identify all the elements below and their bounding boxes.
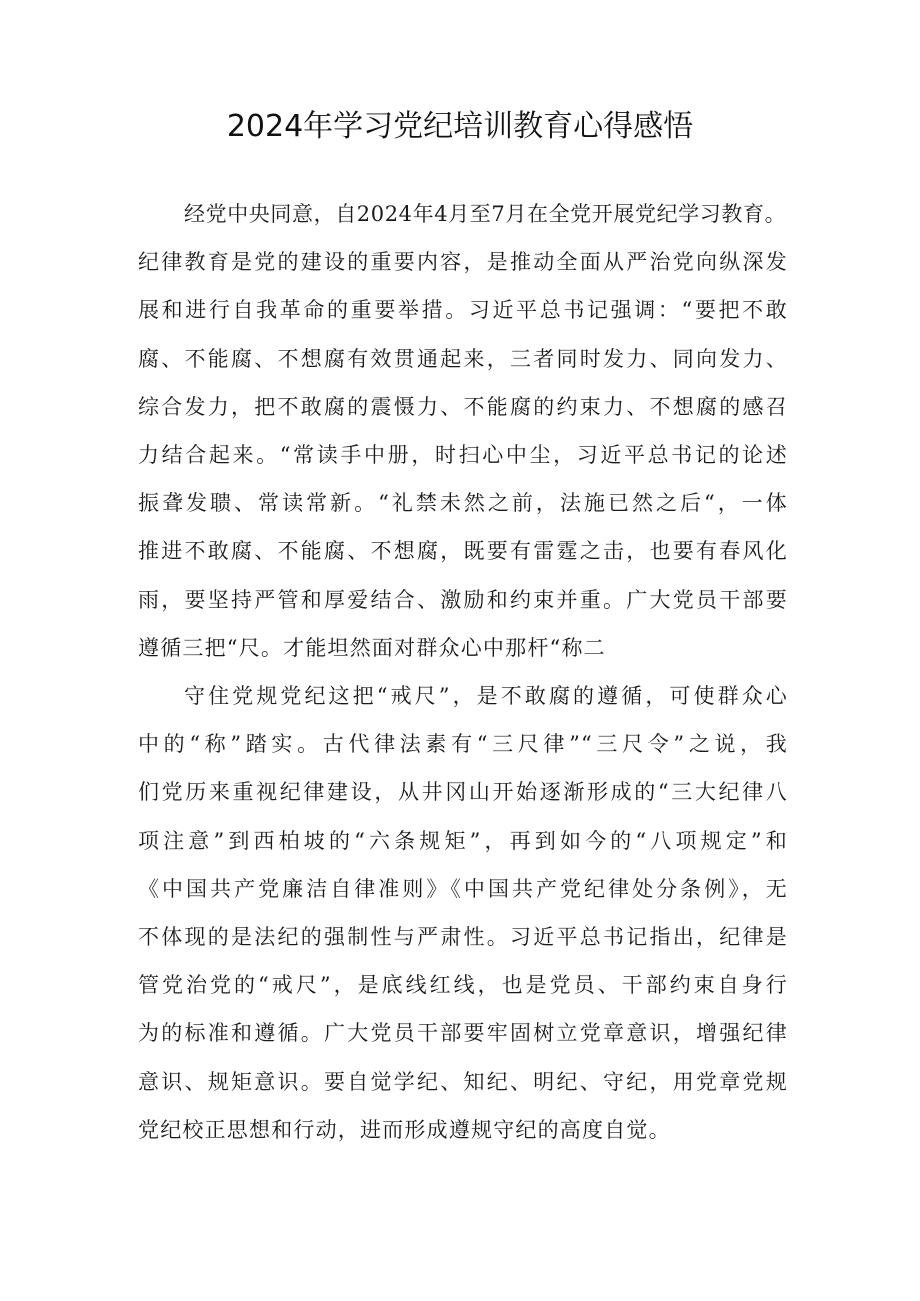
paragraph-2 <box>138 672 788 1154</box>
text-line: 雨，要坚持严管和厚爱结合、激励和约束并重。广大党员干部要 <box>138 587 788 612</box>
text-line: 腐、不能腐、不想腐有效贯通起来，三者同时发力、同向发力、 <box>138 346 788 371</box>
text-line: 振聋发聩、常读常新。“礼禁未然之前，法施已然之后“，一体 <box>138 491 788 516</box>
text-line: 不体现的是法纪的强制性与严肃性。习近平总书记指出，纪律是 <box>138 924 788 949</box>
text-line: 经党中央同意，自2024年4月至7月在全党开展党纪学习教育。 <box>184 202 787 226</box>
text-line: 们党历来重视纪律建设，从井冈山开始逐渐形成的“三大纪律八 <box>138 780 788 805</box>
document-title: 2024年学习党纪培训教育心得感悟 <box>226 109 694 144</box>
text-line: 为的标准和遵循。广大党员干部要牢固树立党章意识，增强纪律 <box>138 1021 788 1046</box>
text-line: 纪律教育是党的建设的重要内容，是推动全面从严治党向纵深发 <box>138 250 788 275</box>
text-line: 《中国共产党廉洁自律准则》《中国共产党纪律处分条例》，无 <box>138 876 788 901</box>
text-line: 管党治党的“戒尺”，是底线红线，也是党员、干部约束自身行 <box>138 973 788 998</box>
paragraph-1 <box>138 190 788 672</box>
text-line: 推进不敢腐、不能腐、不想腐，既要有雷霆之击，也要有春风化 <box>138 539 788 564</box>
text-line: 党纪校正思想和行动，进而形成遵规守纪的高度自觉。 <box>138 1117 671 1142</box>
text-line: 力结合起来。“常读手中册，时扫心中尘，习近平总书记的论述 <box>138 442 788 467</box>
text-line: 综合发力，把不敢腐的震慑力、不能腐的约束力、不想腐的感召 <box>138 394 788 419</box>
text-line: 守住党规党纪这把“戒尺”，是不敢腐的遵循，可使群众心 <box>184 684 788 708</box>
text-line: 中的“称”踏实。古代律法素有“三尺律”“三尺令”之说，我 <box>138 732 788 757</box>
text-line: 项注意”到西柏坡的“六条规矩”，再到如今的“八项规定”和 <box>138 828 788 853</box>
text-line: 意识、规矩意识。要自觉学纪、知纪、明纪、守纪，用党章党规 <box>138 1069 788 1094</box>
text-line: 展和进行自我革命的重要举措。习近平总书记强调：“要把不敢 <box>138 298 788 323</box>
text-line: 遵循三把“尺。才能坦然面对群众心中那杆“称二 <box>138 635 606 660</box>
